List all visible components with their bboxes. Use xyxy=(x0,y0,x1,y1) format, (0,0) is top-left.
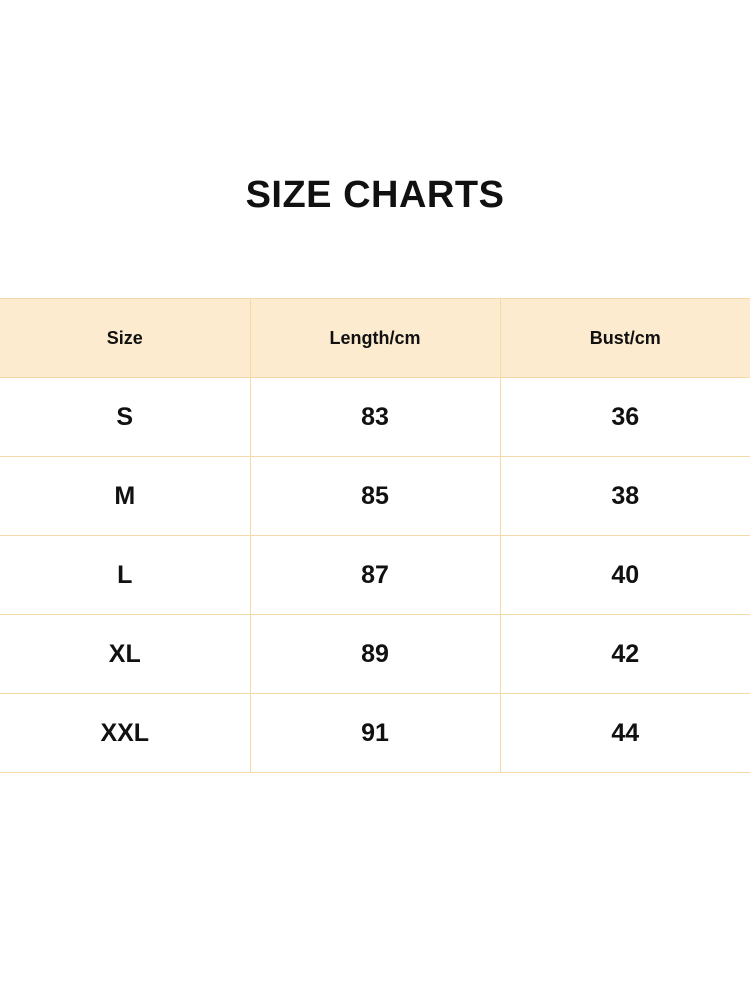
cell-bust: 44 xyxy=(500,694,750,773)
size-chart-table xyxy=(0,298,750,773)
table-row xyxy=(0,457,750,536)
column-header-size: Size xyxy=(0,299,250,378)
cell-size: XL xyxy=(0,615,250,694)
cell-length: 87 xyxy=(250,536,500,615)
cell-size: S xyxy=(0,378,250,457)
cell-size: M xyxy=(0,457,250,536)
cell-bust: 36 xyxy=(500,378,750,457)
table-row xyxy=(0,378,750,457)
cell-length: 83 xyxy=(250,378,500,457)
table-row xyxy=(0,536,750,615)
cell-size: XXL xyxy=(0,694,250,773)
page-title: SIZE CHARTS xyxy=(245,174,505,216)
table-row xyxy=(0,694,750,773)
table-body xyxy=(0,378,750,773)
table-header xyxy=(0,299,750,378)
cell-size: L xyxy=(0,536,250,615)
cell-length: 91 xyxy=(250,694,500,773)
cell-length: 89 xyxy=(250,615,500,694)
table-header-row xyxy=(0,299,750,378)
cell-length: 85 xyxy=(250,457,500,536)
cell-bust: 42 xyxy=(500,615,750,694)
table-row xyxy=(0,615,750,694)
cell-bust: 38 xyxy=(500,457,750,536)
size-chart-table-wrapper xyxy=(0,298,750,773)
cell-bust: 40 xyxy=(500,536,750,615)
column-header-length: Length/cm xyxy=(250,299,500,378)
column-header-bust: Bust/cm xyxy=(500,299,750,378)
